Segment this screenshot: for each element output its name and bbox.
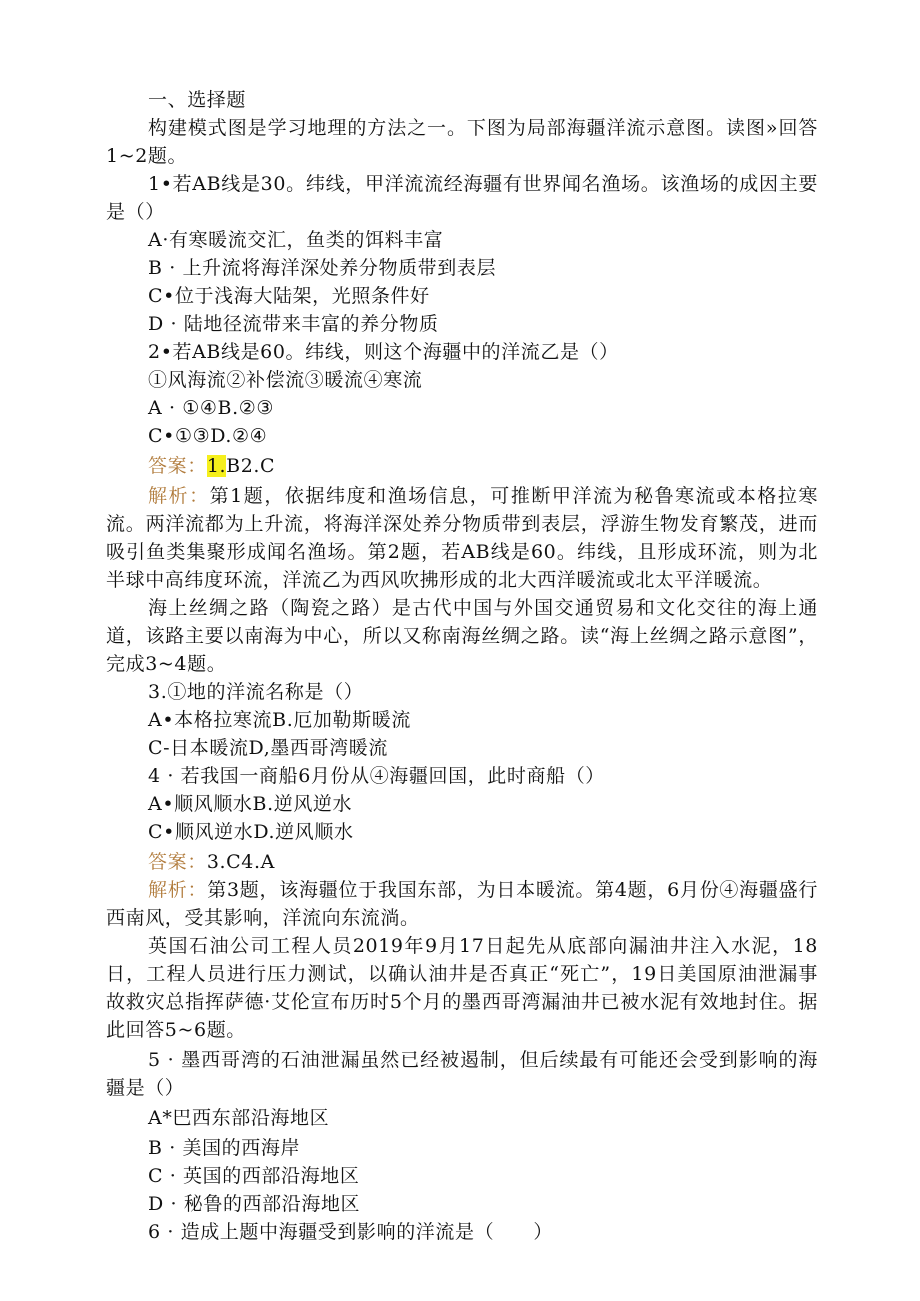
question-5-option-b: B · 美国的西海岸 — [148, 1137, 301, 1159]
analysis-2 — [106, 876, 818, 932]
answer-1 — [148, 452, 868, 480]
question-2-stem: 2•若AB线是60。纬线，则这个海疆中的洋流乙是（） — [148, 341, 619, 363]
question-1-option-d: D · 陆地径流带来丰富的养分物质 — [148, 313, 439, 335]
answer-label: 答案： — [148, 455, 207, 477]
analysis-label: 解析： — [148, 879, 208, 901]
question-1-option-b: B · 上升流将海洋深处养分物质带到表层 — [148, 257, 497, 279]
question-6-stem: 6 · 造成上题中海疆受到影响的洋流是（ ） — [148, 1221, 554, 1243]
intro-paragraph-1: 构建模式图是学习地理的方法之一。下图为局部海疆洋流示意图。读图»回答1~2题。 — [106, 117, 818, 167]
analysis-text: 第3题，该海疆位于我国东部，为日本暖流。第4题，6月份④海疆盛行西南风，受其影响，洋流向东流淌。 — [106, 879, 818, 929]
answer-text: B2.C — [226, 455, 276, 477]
analysis-text: 第1题，依据纬度和渔场信息，可推断甲洋流为秘鲁寒流或本格拉寒流。两洋流都为上升流，将海洋深处养分物质带到表层，浮游生物发育繁茂，进而吸引鱼类集聚形成闻名渔场。第2题，若AB线是60。纬线，且形成环流，则为北半球中高纬度环流，洋流乙为西风吹拂形成的北大西洋暖流或北太平洋暖流。 — [106, 485, 818, 591]
question-1-option-a: A·有寒暖流交汇，鱼类的饵料丰富 — [148, 229, 444, 251]
question-5-option-d: D · 秘鲁的西部沿海地区 — [148, 1193, 361, 1215]
answer-2 — [148, 848, 868, 876]
answer-label: 答案： — [148, 851, 207, 873]
intro-paragraph-3: 英国石油公司工程人员2019年9月17日起先从底部向漏油井注入水泥，18日，工程人员进行压力测试，以确认油井是否真正“死亡”，19日美国原油泄漏事故救灾总指挥萨德·艾伦宣布历时5个月的墨西哥湾漏油井已被水泥有效地封住。据此回答5~6题。 — [106, 935, 818, 1041]
question-4-option-ab: A•顺风顺水B.逆风逆水 — [148, 793, 353, 815]
analysis-1 — [106, 482, 818, 594]
section-title: 一、选择题 — [148, 89, 247, 111]
question-3-stem: 3.①地的洋流名称是（） — [148, 681, 364, 703]
question-4-stem: 4 · 若我国一商船6月份从④海疆回国，此时商船（） — [148, 765, 605, 787]
answer-highlight: 1. — [206, 455, 227, 477]
answer-text: 3.C4.A — [206, 851, 275, 873]
question-5-option-c: C · 英国的西部沿海地区 — [148, 1165, 360, 1187]
question-2-option-ab: A · ①④B.②③ — [148, 397, 274, 419]
question-3-option-cd: C-日本暖流D,墨西哥湾暖流 — [148, 737, 388, 759]
analysis-label: 解析： — [148, 485, 210, 507]
question-5-stem: 5 · 墨西哥湾的石油泄漏虽然已经被遏制，但后续最有可能还会受到影响的海疆是（） — [106, 1049, 818, 1099]
question-5-option-a: A*巴西东部沿海地区 — [148, 1107, 330, 1129]
question-2-choices: ①风海流②补偿流③暖流④寒流 — [148, 369, 423, 391]
question-1-option-c: C•位于浅海大陆架，光照条件好 — [148, 285, 430, 307]
question-4-option-cd: C•顺风逆水D.逆风顺水 — [148, 821, 354, 843]
question-1-stem: 1•若AB线是30。纬线，甲洋流流经海疆有世界闻名渔场。该渔场的成因主要是（） — [106, 173, 818, 223]
intro-paragraph-2: 海上丝绸之路（陶瓷之路）是古代中国与外国交通贸易和文化交往的海上通道，该路主要以南海为中心，所以又称南海丝绸之路。读“海上丝绸之路示意图”，完成3~4题。 — [106, 597, 818, 675]
question-2-option-cd: C•①③D.②④ — [148, 425, 268, 447]
question-3-option-ab: A•本格拉寒流B.厄加勒斯暖流 — [148, 709, 411, 731]
